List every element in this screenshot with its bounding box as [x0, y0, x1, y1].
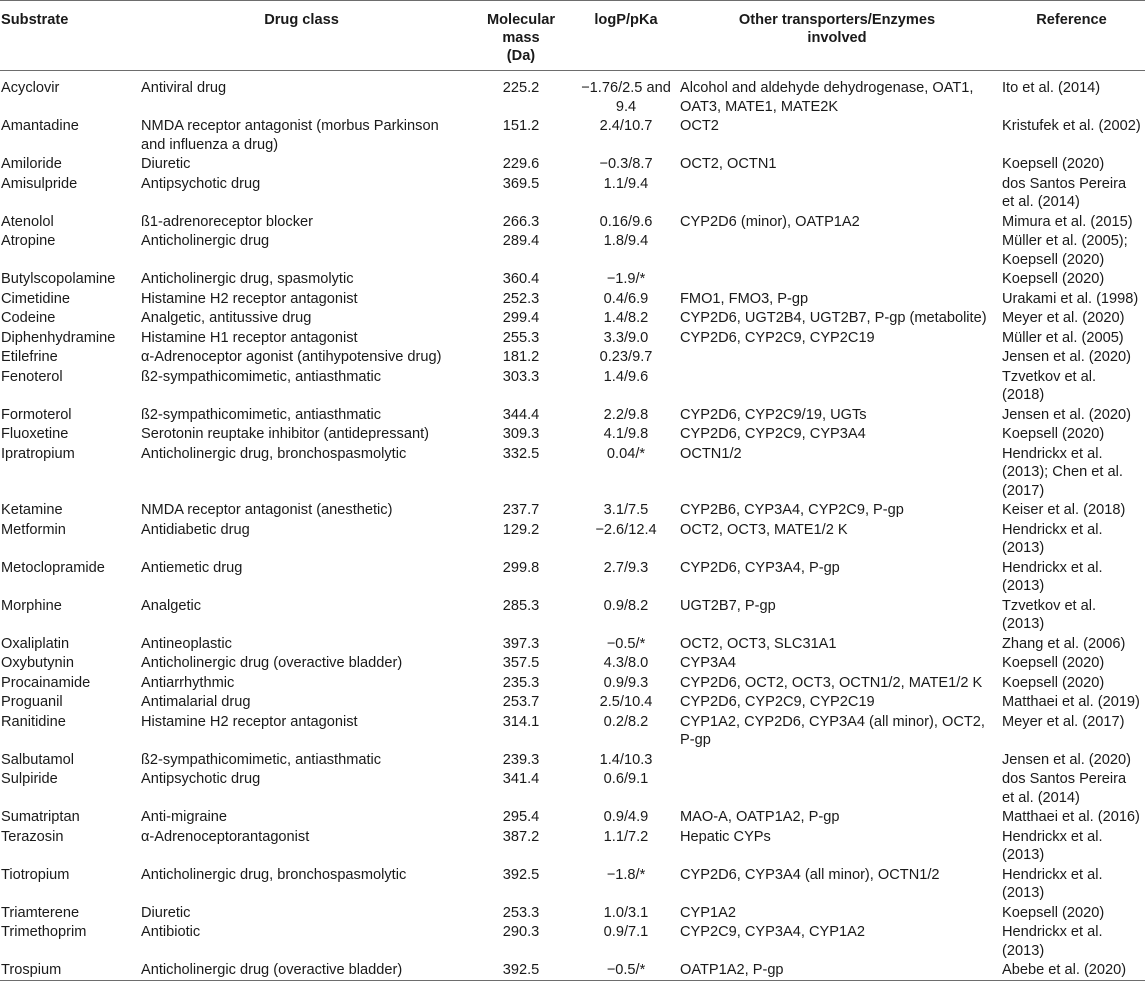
cell-substrate: Trimethoprim: [1, 924, 87, 940]
cell-other-transporters: CYP2D6, CYP3A4, P-gp: [680, 559, 840, 576]
cell-logp-pka: 0.9/9.3: [603, 674, 649, 691]
cell-reference: Koepsell (2020): [1002, 655, 1105, 671]
cell-substrate: Fluoxetine: [1, 426, 69, 442]
cell-other-transporters: OCTN1/2: [680, 445, 742, 462]
table-row: [0, 673, 1145, 693]
cell-reference: Hendrickx et al. (2013): [1002, 559, 1103, 594]
cell-logp-pka: 0.6/9.1: [603, 771, 649, 787]
table-row: [0, 289, 1145, 309]
cell-molecular-mass: 387.2: [502, 828, 540, 845]
cell-reference: Meyer et al. (2020): [1002, 310, 1125, 326]
cell-molecular-mass: 360.4: [502, 271, 540, 287]
cell-drug-class: Antineoplastic: [141, 635, 232, 652]
cell-substrate: Atenolol: [1, 213, 54, 230]
cell-substrate: Proguanil: [1, 694, 63, 710]
cell-drug-class: Antidiabetic drug: [141, 521, 250, 538]
header-drug-class: Drug class: [264, 12, 339, 28]
cell-drug-class: Anticholinergic drug: [141, 233, 270, 249]
cell-reference: Jensen et al. (2020): [1002, 751, 1131, 768]
cell-logp-pka: 4.3/8.0: [603, 655, 649, 671]
cell-substrate: Tiotropium: [1, 866, 70, 883]
cell-molecular-mass: 392.5: [502, 866, 540, 883]
table-row: [0, 769, 1145, 807]
table-row: [0, 903, 1145, 923]
cell-molecular-mass: 129.2: [502, 521, 540, 538]
cell-drug-class: Antipsychotic drug: [141, 771, 261, 787]
cell-molecular-mass: 255.3: [502, 329, 540, 346]
cell-other-transporters: CYP2D6, CYP2C9/19, UGTs: [680, 406, 867, 423]
header-logp-pka: logP/pKa: [594, 12, 658, 28]
table-row: [0, 405, 1145, 425]
table-row: [0, 692, 1145, 712]
cell-drug-class: Analgetic: [141, 597, 202, 614]
cell-other-transporters: CYP1A2: [680, 904, 736, 921]
cell-reference: Hendrickx et al. (2013): [1002, 828, 1103, 863]
cell-logp-pka: 2.2/9.8: [603, 406, 649, 423]
cell-other-transporters: CYP2D6, OCT2, OCT3, OCTN1/2, MATE1/2 K: [680, 674, 983, 691]
cell-reference: Koepsell (2020): [1002, 904, 1105, 921]
table-row: [0, 328, 1145, 348]
cell-logp-pka: 1.0/3.1: [603, 904, 649, 921]
cell-logp-pka: 0.16/9.6: [599, 213, 653, 230]
cell-molecular-mass: 369.5: [502, 175, 540, 192]
cell-reference: Koepsell (2020): [1002, 426, 1105, 442]
cell-molecular-mass: 225.2: [502, 80, 540, 96]
cell-drug-class: ß2-sympathicomimetic, antiasthmatic: [141, 406, 382, 423]
cell-other-transporters: OCT2, OCT3, SLC31A1: [680, 635, 837, 652]
cell-substrate: Oxybutynin: [1, 655, 75, 671]
table-row: [0, 116, 1145, 154]
table-row: [0, 865, 1145, 903]
cell-molecular-mass: 229.6: [502, 156, 540, 172]
cell-reference: Matthaei et al. (2019): [1002, 694, 1140, 710]
cell-other-transporters: [676, 367, 998, 405]
table-row: [0, 174, 1145, 212]
cell-reference: Urakami et al. (1998): [1002, 290, 1139, 307]
cell-molecular-mass: 253.7: [502, 694, 540, 710]
cell-drug-class: Anticholinergic drug (overactive bladder): [141, 655, 403, 671]
cell-other-transporters: [676, 231, 998, 269]
cell-molecular-mass: 151.2: [502, 118, 540, 134]
table-body: [0, 71, 1145, 981]
cell-logp-pka: 2.4/10.7: [599, 118, 653, 134]
cell-substrate: Cimetidine: [1, 290, 70, 307]
cell-other-transporters: CYP2D6, CYP3A4 (all minor), OCTN1/2: [680, 866, 940, 883]
cell-logp-pka: 1.8/9.4: [603, 233, 649, 249]
cell-reference: Hendrickx et al. (2013): [1002, 866, 1103, 901]
table-row: [0, 308, 1145, 328]
cell-substrate: Metoclopramide: [1, 559, 105, 576]
cell-logp-pka: 1.1/7.2: [603, 828, 649, 845]
cell-drug-class: ß1-adrenoreceptor blocker: [141, 213, 313, 230]
cell-molecular-mass: 299.8: [502, 559, 540, 576]
cell-other-transporters: OATP1A2, P-gp: [680, 962, 784, 978]
cell-logp-pka: −1.8/*: [606, 866, 646, 883]
table-row: [0, 827, 1145, 865]
cell-substrate: Metformin: [1, 521, 66, 538]
cell-substrate: Amiloride: [1, 156, 62, 172]
cell-substrate: Formoterol: [1, 406, 72, 423]
table-row: [0, 596, 1145, 634]
table-row: [0, 269, 1145, 289]
header-other-transporters: [676, 1, 998, 71]
cell-reference: dos Santos Pereira et al. (2014): [1002, 175, 1127, 210]
cell-drug-class: Histamine H1 receptor antagonist: [141, 329, 358, 346]
table-row: [0, 960, 1145, 980]
cell-drug-class: α-Adrenoceptorantagonist: [141, 828, 310, 845]
cell-substrate: Butylscopolamine: [1, 271, 116, 287]
header-substrate: Substrate: [1, 12, 69, 28]
cell-other-transporters: Alcohol and aldehyde dehydrogenase, OAT1, OAT3, MATE1, MATE2K: [680, 80, 974, 115]
cell-substrate: Procainamide: [1, 674, 91, 691]
cell-substrate: Acyclovir: [1, 80, 60, 96]
cell-drug-class: Diuretic: [141, 904, 191, 921]
table-row: [0, 807, 1145, 827]
cell-molecular-mass: 235.3: [502, 674, 540, 691]
cell-reference: Meyer et al. (2017): [1002, 713, 1125, 730]
table-row: [0, 500, 1145, 520]
cell-molecular-mass: 239.3: [502, 751, 540, 768]
table-row: [0, 231, 1145, 269]
cell-other-transporters: MAO-A, OATP1A2, P-gp: [680, 809, 840, 825]
header-mass-line3: (Da): [506, 48, 536, 64]
cell-drug-class: α-Adrenoceptor agonist (antihypotensive drug): [141, 349, 442, 365]
cell-reference: Zhang et al. (2006): [1002, 635, 1126, 652]
cell-drug-class: Anti-migraine: [141, 809, 227, 825]
header-molecular-mass: [466, 1, 576, 71]
cell-substrate: Ipratropium: [1, 445, 75, 462]
cell-drug-class: ß2-sympathicomimetic, antiasthmatic: [141, 751, 382, 768]
cell-substrate: Atropine: [1, 233, 56, 249]
cell-reference: Koepsell (2020): [1002, 674, 1105, 691]
cell-drug-class: Anticholinergic drug, spasmolytic: [141, 271, 354, 287]
cell-other-transporters: CYP2C9, CYP3A4, CYP1A2: [680, 924, 865, 940]
cell-substrate: Triamterene: [1, 904, 80, 921]
cell-logp-pka: 1.1/9.4: [603, 175, 649, 192]
cell-molecular-mass: 181.2: [502, 349, 540, 365]
cell-molecular-mass: 392.5: [502, 962, 540, 978]
cell-molecular-mass: 289.4: [502, 233, 540, 249]
cell-logp-pka: −0.5/*: [606, 962, 646, 978]
cell-substrate: Amisulpride: [1, 175, 78, 192]
table-row: [0, 154, 1145, 174]
cell-logp-pka: −0.5/*: [606, 635, 646, 652]
cell-molecular-mass: 237.7: [502, 502, 540, 518]
cell-reference: dos Santos Pereira et al. (2014): [1002, 771, 1127, 806]
cell-other-transporters: CYP1A2, CYP2D6, CYP3A4 (all minor), OCT2, P-gp: [680, 713, 985, 748]
cell-logp-pka: 1.4/8.2: [603, 310, 649, 326]
table-row: [0, 653, 1145, 673]
cell-drug-class: Histamine H2 receptor antagonist: [141, 290, 358, 307]
header-row: [0, 1, 1145, 71]
cell-substrate: Salbutamol: [1, 751, 75, 768]
cell-drug-class: Antipsychotic drug: [141, 175, 261, 192]
cell-reference: Abebe et al. (2020): [1002, 962, 1127, 978]
cell-molecular-mass: 266.3: [502, 213, 540, 230]
cell-other-transporters: CYP2D6 (minor), OATP1A2: [680, 213, 860, 230]
cell-molecular-mass: 290.3: [502, 924, 540, 940]
cell-drug-class: NMDA receptor antagonist (morbus Parkinson and influenza a drug): [141, 118, 439, 153]
cell-logp-pka: 0.04/*: [606, 445, 646, 462]
header-mass-line1: Molecular: [486, 12, 556, 28]
cell-reference: Hendrickx et al. (2013): [1002, 521, 1103, 556]
cell-logp-pka: 1.4/10.3: [599, 751, 653, 768]
table-row: [0, 712, 1145, 750]
cell-molecular-mass: 332.5: [502, 445, 540, 462]
header-other-line2: involved: [807, 30, 867, 46]
cell-substrate: Fenoterol: [1, 368, 63, 385]
table-row: [0, 444, 1145, 501]
cell-molecular-mass: 344.4: [502, 406, 540, 423]
cell-molecular-mass: 295.4: [502, 809, 540, 825]
cell-logp-pka: 0.9/8.2: [603, 597, 649, 614]
cell-logp-pka: 3.3/9.0: [603, 329, 649, 346]
cell-drug-class: Diuretic: [141, 156, 191, 172]
cell-logp-pka: 0.2/8.2: [603, 713, 649, 730]
cell-other-transporters: CYP2B6, CYP3A4, CYP2C9, P-gp: [680, 502, 904, 518]
cell-logp-pka: 0.9/4.9: [603, 809, 649, 825]
cell-molecular-mass: 341.4: [502, 771, 540, 787]
cell-substrate: Terazosin: [1, 828, 64, 845]
cell-reference: Mimura et al. (2015): [1002, 213, 1133, 230]
cell-reference: Kristufek et al. (2002): [1002, 118, 1141, 134]
cell-substrate: Amantadine: [1, 118, 79, 134]
table-row: [0, 424, 1145, 444]
cell-molecular-mass: 285.3: [502, 597, 540, 614]
cell-logp-pka: 2.7/9.3: [603, 559, 649, 576]
cell-reference: Koepsell (2020): [1002, 271, 1105, 287]
table-row: [0, 212, 1145, 232]
cell-reference: Müller et al. (2005); Koepsell (2020): [1002, 233, 1128, 268]
cell-logp-pka: 4.1/9.8: [603, 426, 649, 442]
cell-logp-pka: 0.4/6.9: [603, 290, 649, 307]
cell-logp-pka: 3.1/7.5: [603, 502, 649, 518]
cell-reference: Hendrickx et al. (2013): [1002, 924, 1103, 959]
cell-reference: Müller et al. (2005): [1002, 329, 1124, 346]
cell-logp-pka: −2.6/12.4: [595, 521, 657, 538]
cell-other-transporters: CYP2D6, CYP2C9, CYP3A4: [680, 426, 866, 442]
cell-drug-class: Antiviral drug: [141, 80, 227, 96]
cell-reference: Ito et al. (2014): [1002, 80, 1101, 96]
cell-other-transporters: [676, 269, 998, 289]
cell-molecular-mass: 357.5: [502, 655, 540, 671]
cell-substrate: Sulpiride: [1, 771, 58, 787]
cell-logp-pka: 1.4/9.6: [603, 368, 649, 385]
cell-other-transporters: CYP2D6, CYP2C9, CYP2C19: [680, 329, 875, 346]
cell-substrate: Ranitidine: [1, 713, 66, 730]
cell-substrate: Etilefrine: [1, 349, 58, 365]
cell-other-transporters: CYP2D6, CYP2C9, CYP2C19: [680, 694, 875, 710]
cell-other-transporters: CYP2D6, UGT2B4, UGT2B7, P-gp (metabolite): [680, 310, 987, 326]
cell-other-transporters: [676, 769, 998, 807]
cell-other-transporters: CYP3A4: [680, 655, 736, 671]
cell-molecular-mass: 299.4: [502, 310, 540, 326]
cell-drug-class: Antiemetic drug: [141, 559, 243, 576]
cell-logp-pka: −0.3/8.7: [599, 156, 653, 172]
cell-reference: Koepsell (2020): [1002, 156, 1105, 172]
table-row: [0, 558, 1145, 596]
cell-drug-class: Histamine H2 receptor antagonist: [141, 713, 358, 730]
table-row: [0, 634, 1145, 654]
cell-drug-class: Antiarrhythmic: [141, 674, 235, 691]
cell-logp-pka: 0.23/9.7: [599, 349, 653, 365]
cell-substrate: Ketamine: [1, 502, 63, 518]
cell-drug-class: Anticholinergic drug (overactive bladder): [141, 962, 403, 978]
cell-drug-class: Anticholinergic drug, bronchospasmolytic: [141, 445, 407, 462]
cell-molecular-mass: 303.3: [502, 368, 540, 385]
cell-drug-class: NMDA receptor antagonist (anesthetic): [141, 502, 393, 518]
cell-other-transporters: OCT2, OCTN1: [680, 156, 777, 172]
cell-logp-pka: −1.9/*: [606, 271, 646, 287]
cell-drug-class: Anticholinergic drug, bronchospasmolytic: [141, 866, 407, 883]
cell-reference: Jensen et al. (2020): [1002, 406, 1131, 423]
header-reference: Reference: [1036, 12, 1107, 28]
cell-other-transporters: Hepatic CYPs: [680, 828, 771, 845]
cell-drug-class: Analgetic, antitussive drug: [141, 310, 312, 326]
table-row: [0, 750, 1145, 770]
cell-drug-class: Antimalarial drug: [141, 694, 251, 710]
header-mass-line2: mass: [502, 30, 540, 46]
cell-other-transporters: FMO1, FMO3, P-gp: [680, 290, 809, 307]
cell-other-transporters: UGT2B7, P-gp: [680, 597, 776, 614]
cell-other-transporters: OCT2, OCT3, MATE1/2 K: [680, 521, 848, 538]
table-row: [0, 520, 1145, 558]
cell-other-transporters: [676, 174, 998, 212]
cell-molecular-mass: 252.3: [502, 290, 540, 307]
cell-molecular-mass: 397.3: [502, 635, 540, 652]
cell-other-transporters: [676, 750, 998, 770]
cell-drug-class: ß2-sympathicomimetic, antiasthmatic: [141, 368, 382, 385]
cell-substrate: Oxaliplatin: [1, 635, 70, 652]
cell-drug-class: Serotonin reuptake inhibitor (antidepressant): [141, 426, 429, 442]
cell-drug-class: Antibiotic: [141, 924, 201, 940]
cell-substrate: Trospium: [1, 962, 62, 978]
table-row: [0, 922, 1145, 960]
table-row: [0, 347, 1145, 367]
cell-logp-pka: −1.76/2.5 and 9.4: [581, 80, 671, 115]
cell-molecular-mass: 314.1: [502, 713, 540, 730]
cell-molecular-mass: 253.3: [502, 904, 540, 921]
cell-reference: Tzvetkov et al. (2018): [1002, 368, 1097, 403]
cell-reference: Hendrickx et al. (2013); Chen et al. (2017): [1002, 445, 1123, 499]
cell-other-transporters: OCT2: [680, 118, 719, 134]
cell-other-transporters: [676, 347, 998, 367]
cell-substrate: Codeine: [1, 310, 56, 326]
cell-logp-pka: 2.5/10.4: [599, 694, 653, 710]
table-header: [0, 1, 1145, 71]
cell-substrate: Morphine: [1, 597, 62, 614]
cell-substrate: Diphenhydramine: [1, 329, 116, 346]
header-other-line1: Other transporters/Enzymes: [738, 12, 936, 28]
cell-logp-pka: 0.9/7.1: [603, 924, 649, 940]
table-row: [0, 367, 1145, 405]
cell-reference: Keiser et al. (2018): [1002, 502, 1126, 518]
cell-reference: Matthaei et al. (2016): [1002, 809, 1140, 825]
cell-substrate: Sumatriptan: [1, 809, 80, 825]
cell-reference: Tzvetkov et al. (2013): [1002, 597, 1097, 632]
cell-molecular-mass: 309.3: [502, 426, 540, 442]
table-row: [0, 71, 1145, 117]
cell-reference: Jensen et al. (2020): [1002, 349, 1131, 365]
